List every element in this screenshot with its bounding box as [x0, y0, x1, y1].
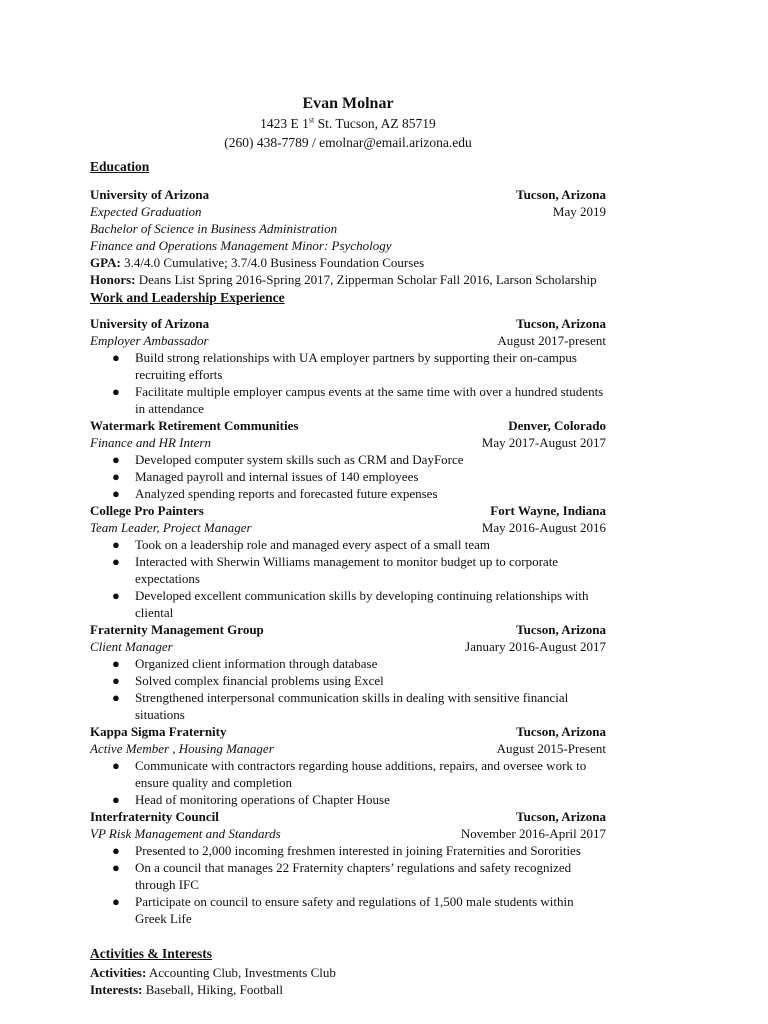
- address-superscript: st: [308, 115, 315, 125]
- job-bullet-text: Developed computer system skills such as CRM and DayForce: [135, 452, 464, 467]
- job-entry: [90, 417, 606, 502]
- bullet-icon: ●: [112, 843, 120, 858]
- job-bullet-text: Participate on council to ensure safety and regulations of 1,500 male students within Greek Life: [135, 894, 574, 926]
- job-location: Tucson, Arizona: [516, 316, 606, 331]
- job-org-row: [90, 502, 606, 519]
- school-location: Tucson, Arizona: [516, 187, 606, 202]
- job-bullet: [90, 536, 606, 553]
- job-bullet-text: Facilitate multiple employer campus events at the same time with over a hundred students in attendance: [135, 384, 604, 416]
- job-bullets: [90, 842, 606, 927]
- job-entry: [90, 502, 606, 621]
- interests-line: [90, 981, 606, 998]
- job-bullet: [90, 553, 606, 587]
- job-location: Tucson, Arizona: [516, 724, 606, 739]
- job-bullet-text: Build strong relationships with UA employer partners by supporting their on-campus recruiting efforts: [135, 350, 577, 382]
- job-bullets: [90, 655, 606, 723]
- job-organization: College Pro Painters: [90, 503, 204, 518]
- job-bullet-text: Solved complex financial problems using Excel: [135, 673, 384, 688]
- job-org-row: [90, 315, 606, 332]
- work-entries: [90, 315, 606, 927]
- bullet-icon: ●: [112, 537, 120, 552]
- job-role-row: [90, 332, 606, 349]
- job-bullet: [90, 689, 606, 723]
- job-entry: [90, 808, 606, 927]
- school-name: University of Arizona: [90, 187, 210, 202]
- candidate-name: Evan Molnar: [302, 95, 394, 112]
- job-org-row: [90, 621, 606, 638]
- job-bullet: [90, 757, 606, 791]
- job-dates: January 2016-August 2017: [465, 639, 606, 654]
- job-location: Tucson, Arizona: [516, 809, 606, 824]
- job-role: Team Leader, Project Manager: [90, 520, 252, 535]
- job-organization: Interfraternity Council: [90, 809, 219, 824]
- activities-heading: Activities & Interests: [90, 946, 212, 961]
- job-org-row: [90, 808, 606, 825]
- resume-content: [90, 94, 606, 998]
- job-bullets: [90, 536, 606, 621]
- job-location: Fort Wayne, Indiana: [490, 503, 606, 518]
- job-entry: [90, 315, 606, 417]
- contact-line: (260) 438-7789 / emolnar@email.arizona.edu: [224, 135, 472, 150]
- bullet-icon: ●: [112, 792, 120, 807]
- job-organization: Kappa Sigma Fraternity: [90, 724, 227, 739]
- job-role-row: [90, 740, 606, 757]
- degree: Bachelor of Science in Business Administration: [90, 221, 338, 236]
- job-entry: [90, 621, 606, 723]
- job-bullet: [90, 451, 606, 468]
- job-bullet-text: Managed payroll and internal issues of 140 employees: [135, 469, 419, 484]
- graduation-date: May 2019: [552, 204, 606, 219]
- bullet-icon: ●: [112, 384, 120, 399]
- job-role: VP Risk Management and Standards: [90, 826, 281, 841]
- gpa-label: GPA:: [90, 255, 121, 270]
- job-bullet-text: Strengthened interpersonal communication skills in dealing with sensitive financial situations: [135, 690, 569, 722]
- job-bullet-text: Communicate with contractors regarding house additions, repairs, and oversee work to ensure quality and completion: [135, 758, 587, 790]
- job-bullet: [90, 893, 606, 927]
- job-role: Finance and HR Intern: [90, 435, 211, 450]
- job-location: Tucson, Arizona: [516, 622, 606, 637]
- job-org-row: [90, 723, 606, 740]
- job-role: Active Member , Housing Manager: [90, 741, 274, 756]
- bullet-icon: ●: [112, 894, 120, 909]
- bullet-icon: ●: [112, 452, 120, 467]
- job-entry: [90, 723, 606, 808]
- education-school-row: [90, 186, 606, 203]
- job-organization: Fraternity Management Group: [90, 622, 264, 637]
- job-role-row: [90, 825, 606, 842]
- bullet-icon: ●: [112, 860, 120, 875]
- job-bullet: [90, 655, 606, 672]
- job-bullet: [90, 842, 606, 859]
- job-role-row: [90, 638, 606, 655]
- work-heading: Work and Leadership Experience: [90, 290, 285, 305]
- bullet-icon: ●: [112, 690, 120, 705]
- job-bullet: [90, 859, 606, 893]
- job-dates: August 2017-present: [497, 333, 606, 348]
- education-block: [90, 186, 606, 288]
- honors-label: Honors:: [90, 272, 136, 287]
- honors-value: Deans List Spring 2016-Spring 2017, Zipperman Scholar Fall 2016, Larson Scholarship: [135, 272, 597, 287]
- job-organization: Watermark Retirement Communities: [90, 418, 299, 433]
- job-dates: November 2016-April 2017: [460, 826, 606, 841]
- minor: Finance and Operations Management Minor: Psychology: [90, 238, 392, 253]
- job-bullets: [90, 451, 606, 502]
- bullet-icon: ●: [112, 554, 120, 569]
- job-dates: May 2017-August 2017: [481, 435, 606, 450]
- education-heading: Education: [90, 159, 150, 174]
- job-dates: August 2015-Present: [496, 741, 606, 756]
- job-organization: University of Arizona: [90, 316, 210, 331]
- activities-label: Activities:: [90, 965, 147, 980]
- address-part: 1423 E 1: [260, 116, 309, 131]
- job-bullet: [90, 791, 606, 808]
- job-role: Client Manager: [90, 639, 173, 654]
- job-org-row: [90, 417, 606, 434]
- graduation-label: Expected Graduation: [90, 204, 202, 219]
- address-part: St. Tucson, AZ 85719: [314, 116, 436, 131]
- honors-line: [90, 271, 606, 288]
- gpa-value: 3.4/4.0 Cumulative; 3.7/4.0 Business Foundation Courses: [120, 255, 425, 270]
- address-line: [90, 114, 606, 133]
- job-bullet-text: Took on a leadership role and managed every aspect of a small team: [135, 537, 491, 552]
- interests-value: Baseball, Hiking, Football: [142, 982, 283, 997]
- job-role-row: [90, 434, 606, 451]
- bullet-icon: ●: [112, 486, 120, 501]
- interests-label: Interests:: [90, 982, 143, 997]
- job-bullet-text: Analyzed spending reports and forecasted future expenses: [135, 486, 438, 501]
- job-bullet-text: Head of monitoring operations of Chapter House: [135, 792, 390, 807]
- activities-line: [90, 964, 606, 981]
- job-bullets: [90, 757, 606, 808]
- gpa-line: [90, 254, 606, 271]
- job-bullet-text: Presented to 2,000 incoming freshmen interested in joining Fraternities and Sororities: [135, 843, 581, 858]
- bullet-icon: ●: [112, 673, 120, 688]
- job-role-row: [90, 519, 606, 536]
- job-dates: May 2016-August 2016: [481, 520, 606, 535]
- job-bullet: [90, 485, 606, 502]
- job-bullet-text: Organized client information through database: [135, 656, 378, 671]
- bullet-icon: ●: [112, 758, 120, 773]
- job-bullet: [90, 672, 606, 689]
- job-bullet-text: On a council that manages 22 Fraternity chapters’ regulations and safety recognized through IFC: [135, 860, 572, 892]
- bullet-icon: ●: [112, 469, 120, 484]
- job-bullet: [90, 383, 606, 417]
- job-bullet: [90, 349, 606, 383]
- job-location: Denver, Colorado: [508, 418, 606, 433]
- bullet-icon: ●: [112, 588, 120, 603]
- job-bullet-text: Interacted with Sherwin Williams management to monitor budget up to corporate expectations: [135, 554, 559, 586]
- job-bullet: [90, 587, 606, 621]
- job-bullet-text: Developed excellent communication skills by developing continuing relationships with cliental: [135, 588, 589, 620]
- job-role: Employer Ambassador: [90, 333, 209, 348]
- activities-value: Accounting Club, Investments Club: [146, 965, 336, 980]
- bullet-icon: ●: [112, 656, 120, 671]
- education-grad-row: [90, 203, 606, 220]
- job-bullet: [90, 468, 606, 485]
- job-bullets: [90, 349, 606, 417]
- bullet-icon: ●: [112, 350, 120, 365]
